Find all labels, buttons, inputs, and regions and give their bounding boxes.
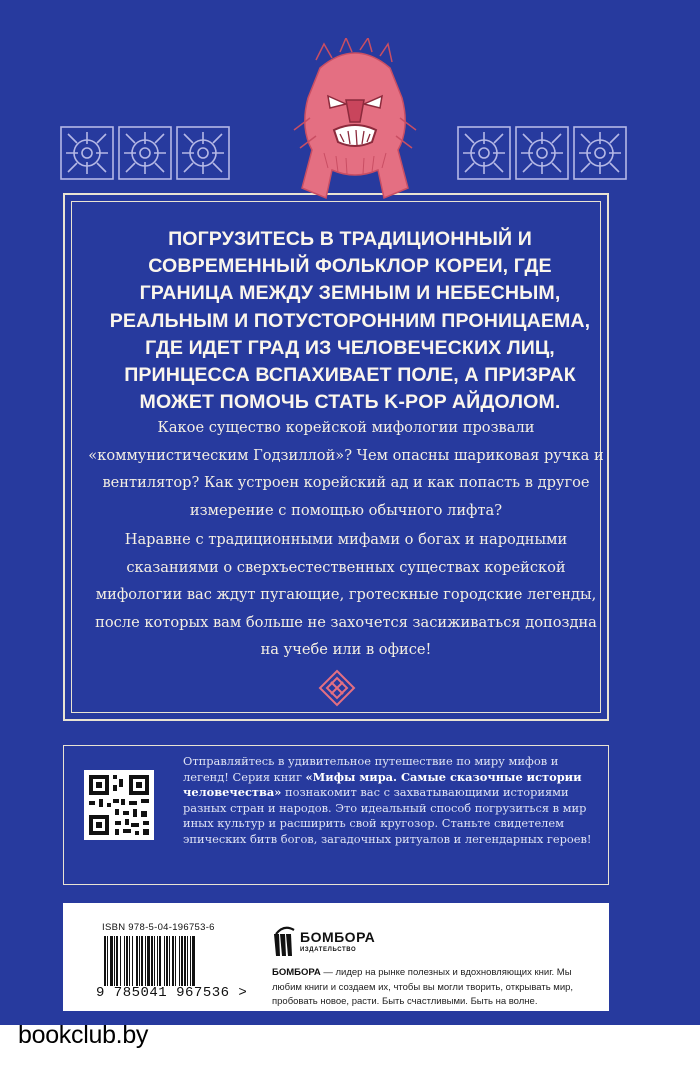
cover-headline: ПОГРУЗИТЕСЬ В ТРАДИЦИОННЫЙ И СОВРЕМЕННЫЙ ФОЛЬКЛОР КОРЕИ, ГДЕ ГРАНИЦА МЕЖДУ ЗЕМНЫМ И НЕБЕСНЫМ, РЕАЛЬНЫМ И ПОТУСТОРОННИМ ПРОНИЦАЕМА, ГДЕ ИДЕТ ГРАД ИЗ ЧЕЛОВЕЧЕСКИХ ЛИЦ, ПРИНЦЕССА ВСПАХИВАЕТ ПОЛЕ, А ПРИЗРАК МОЖЕТ ПОМОЧЬ СТАТЬ K-POP АЙДОЛОМ. (109, 228, 591, 414)
isbn-digits: 9 785041 967536 > (96, 985, 248, 1001)
ornament-band-left (58, 124, 232, 182)
qr-code-icon[interactable] (84, 770, 154, 840)
flower-ornament-icon (58, 124, 116, 182)
cover-paragraph-1: Какое существо корейской мифологии прозвали «коммунистическим Годзиллой»? Чем опасны шариковая ручка и вентилятор? Как устроен корейский ад и как попасть в другое измерение с помощью обычного лифта? (88, 419, 604, 519)
promo-intro: Отправляйтесь в удивительное путешествие по миру мифов и легенд! Серия книг (183, 754, 559, 784)
series-promo-text (183, 754, 603, 848)
flower-ornament-icon (116, 124, 174, 182)
flower-ornament-icon (571, 124, 629, 182)
barcode-icon (102, 936, 232, 986)
publisher-description (272, 966, 602, 1010)
ornament-band-right (455, 124, 629, 182)
knot-ornament-icon (317, 668, 357, 708)
publisher-subtitle: ИЗДАТЕЛЬСТВО (300, 947, 357, 953)
flower-ornament-icon (174, 124, 232, 182)
monster-illustration-icon (280, 38, 430, 208)
promo-rest: познакомит вас с захватывающими историями разных стран и народов. Это идеальный способ погрузиться в мир иных культур и расширить свой кругозор. Станьте свидетелем эпических битв богов, загадочных ритуалов и легендарных героев! (183, 785, 592, 846)
publisher-name: БОМБОРА (300, 929, 376, 945)
site-watermark: bookclub.by (18, 1021, 149, 1049)
publisher-lead: БОМБОРА (272, 967, 321, 978)
cover-paragraph-2: Наравне с традиционными мифами о богах и народными сказаниями о сверхъестественных существах корейской мифологии вас ждут пугающие, гротескные городские легенды, после которых вам больше не захочется засиживаться допоздна на учебе или в офисе! (95, 531, 597, 659)
promo-series-name: «Мифы мира. Самые сказочные истории человечества» (183, 769, 582, 800)
flower-ornament-icon (455, 124, 513, 182)
isbn-label: ISBN 978-5-04-196753-6 (102, 922, 215, 933)
flower-ornament-icon (513, 124, 571, 182)
publisher-text: — лидер на рынке полезных и вдохновляющих книг. Мы любим книги и создаем их, чтобы вы могли творить, открывать мир, пробовать новое, расти. Быть счастливыми. Быть на волне. (272, 967, 574, 1007)
